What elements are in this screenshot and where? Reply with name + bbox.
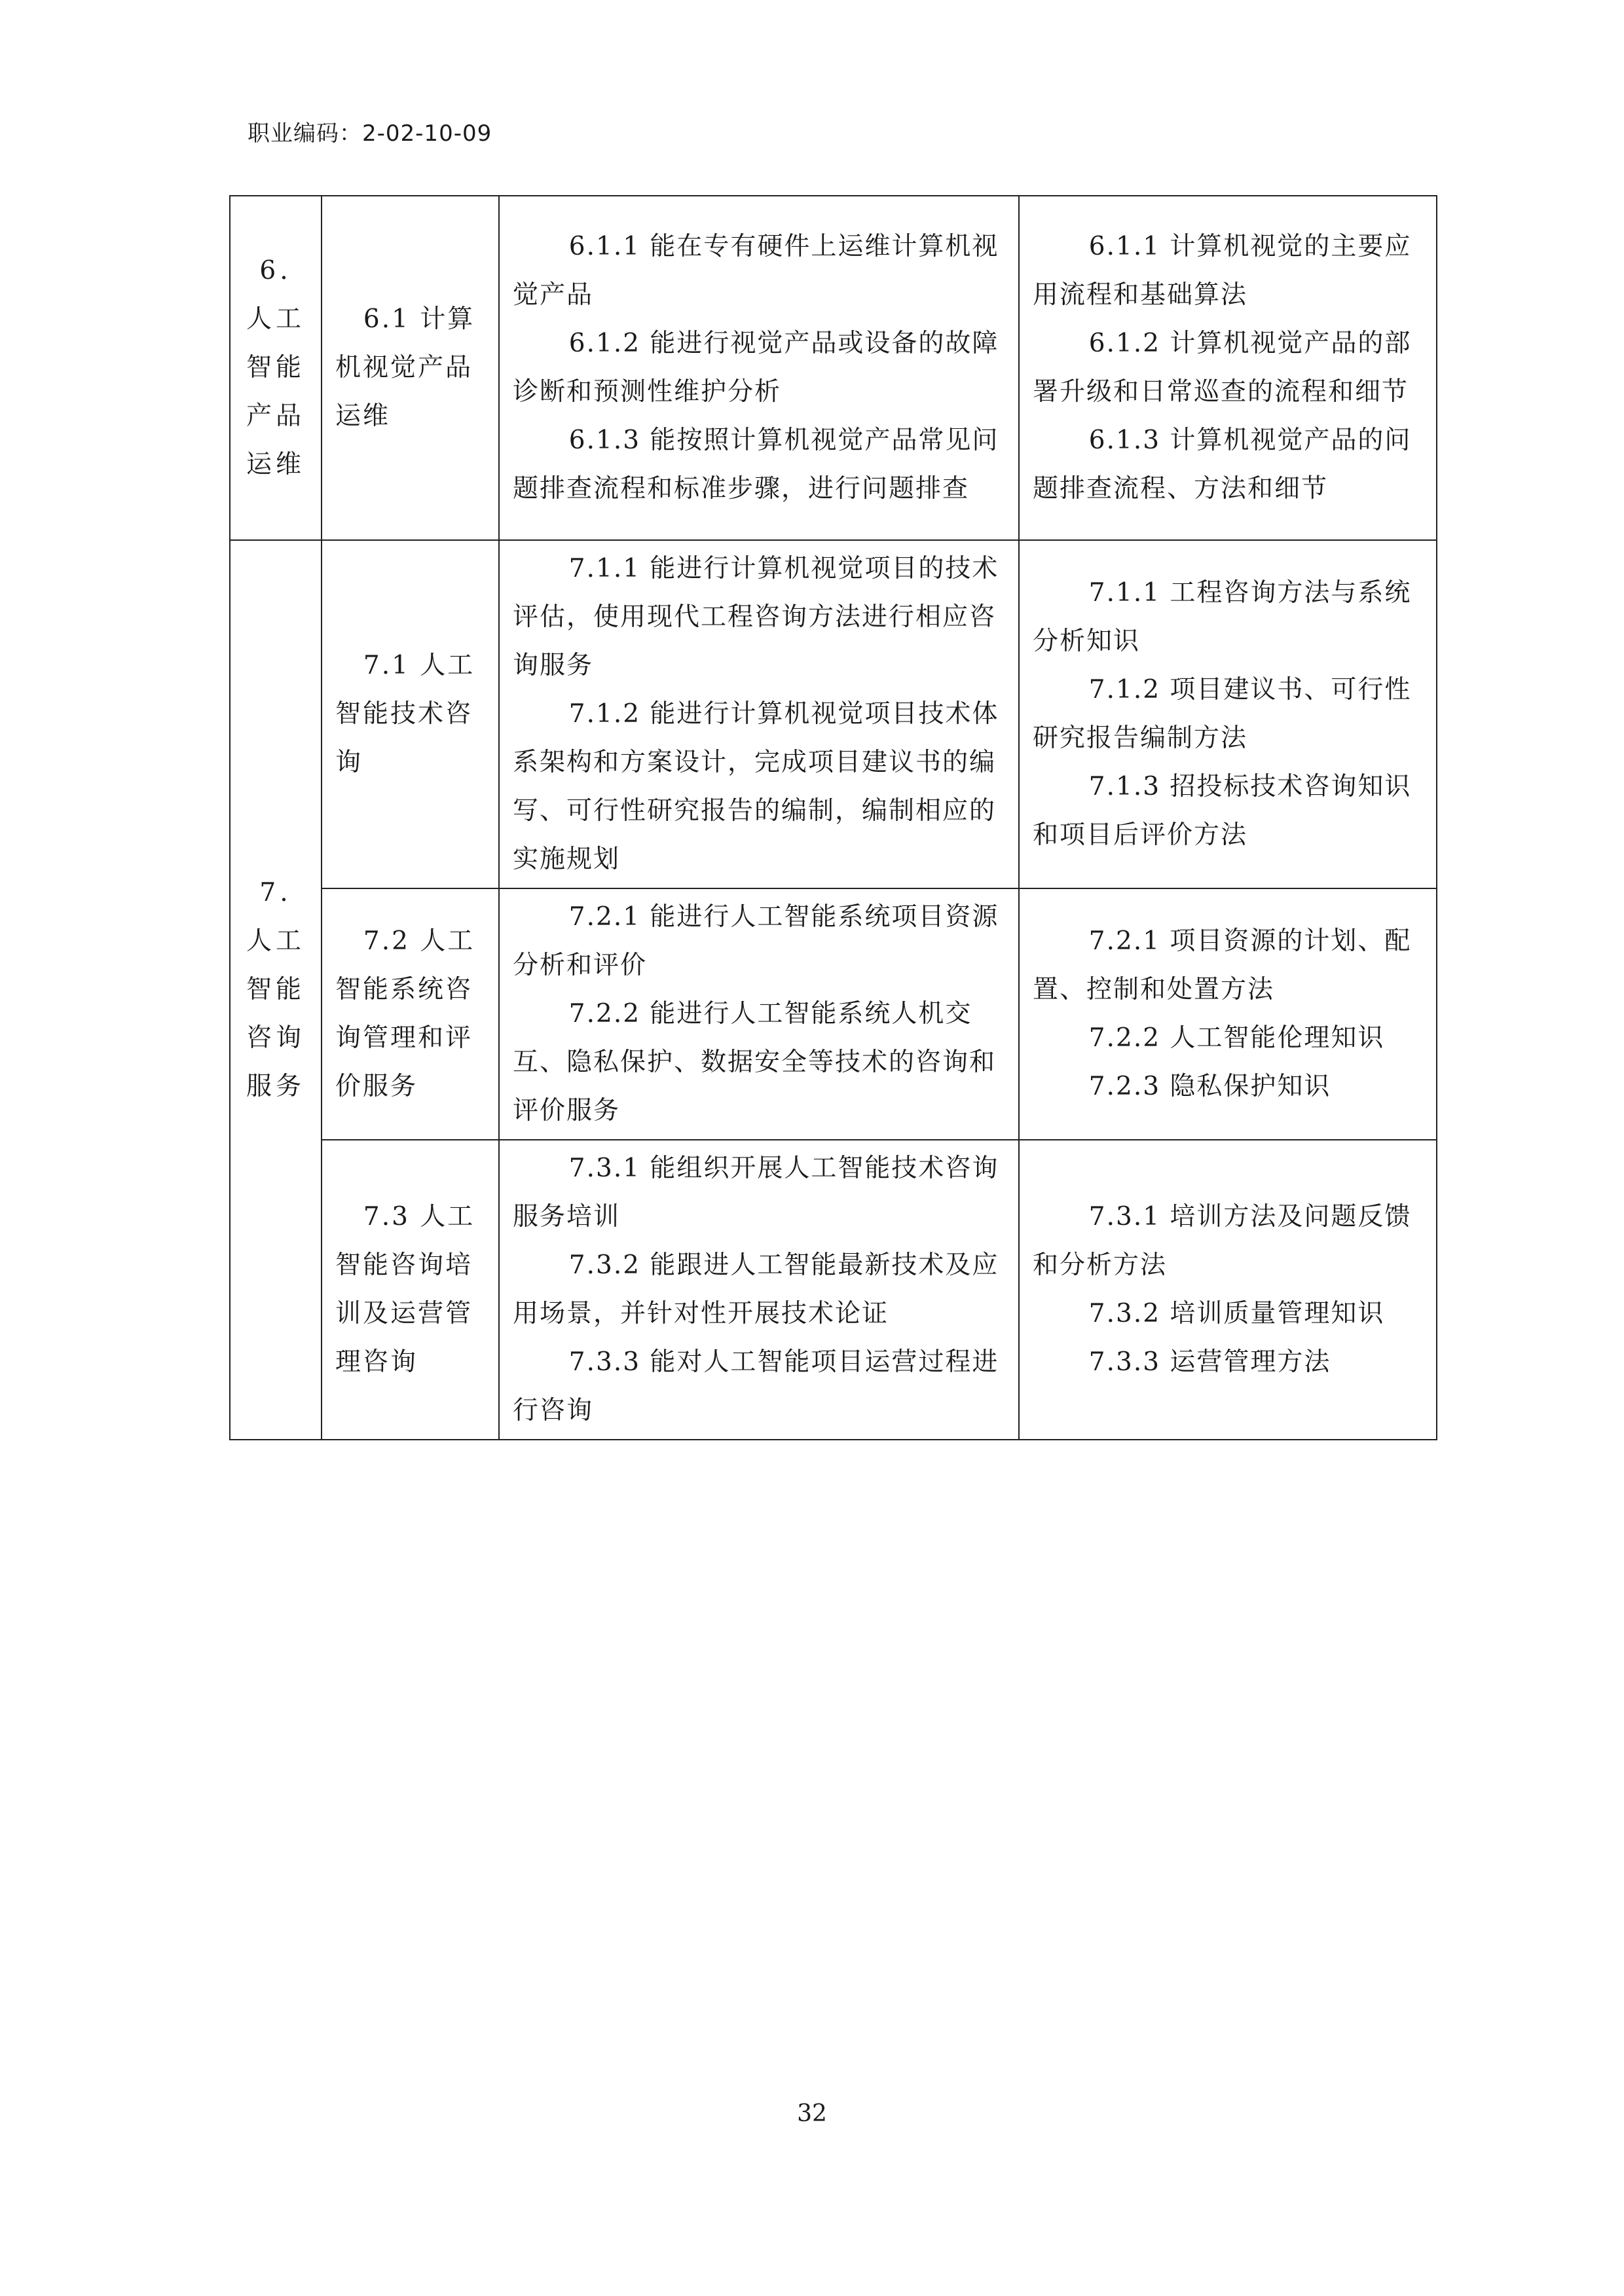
skill-item: 7.2.2 能进行人工智能系统人机交互、隐私保护、数据安全等技术的咨询和评价服务 <box>513 999 997 1125</box>
function-line: 智能 <box>246 975 305 1004</box>
work-content-cell: 7.2 人工智能系统咨询管理和评价服务 <box>322 888 499 1140</box>
table-row <box>230 1140 1437 1440</box>
skill-item: 6.1.1 能在专有硬件上运维计算机视觉产品 <box>513 232 999 310</box>
skill-item: 7.3.2 能跟进人工智能最新技术及应用场景，并针对性开展技术论证 <box>513 1250 999 1328</box>
skill-requirements-cell <box>499 540 1019 888</box>
knowledge-requirements-cell <box>1019 540 1437 888</box>
function-line: 智能 <box>246 353 305 382</box>
knowledge-item: 6.1.1 计算机视觉的主要应用流程和基础算法 <box>1033 232 1412 310</box>
skill-item: 7.1.1 能进行计算机视觉项目的技术评估，使用现代工程咨询方法进行相应咨询服务 <box>513 554 999 680</box>
skill-item: 6.1.3 能按照计算机视觉产品常见问题排查流程和标准步骤，进行问题排查 <box>513 426 999 503</box>
knowledge-item: 7.1.3 招投标技术咨询知识和项目后评价方法 <box>1033 772 1412 850</box>
function-line: 人工 <box>246 304 305 334</box>
function-cell <box>230 196 322 540</box>
function-line: 咨询 <box>246 1023 305 1053</box>
knowledge-item: 7.1.1 工程咨询方法与系统分析知识 <box>1033 578 1412 656</box>
table-row <box>230 888 1437 1140</box>
occupation-code: 职业编码：2-02-10-09 <box>248 120 492 147</box>
skill-requirements-cell <box>499 196 1019 540</box>
skill-requirements-table <box>229 195 1437 1440</box>
skill-requirements-cell <box>499 888 1019 1140</box>
knowledge-item: 7.1.2 项目建议书、可行性研究报告编制方法 <box>1033 675 1412 753</box>
skill-requirements-table-wrapper <box>229 195 1436 1440</box>
knowledge-item: 6.1.3 计算机视觉产品的问题排查流程、方法和细节 <box>1033 426 1412 503</box>
work-content-cell: 6.1 计算机视觉产品运维 <box>322 196 499 540</box>
page-number: 32 <box>797 2100 827 2127</box>
work-content-cell: 7.3 人工智能咨询培训及运营管理咨询 <box>322 1140 499 1440</box>
function-line: 产品 <box>246 401 305 431</box>
knowledge-item: 7.3.3 运营管理方法 <box>1088 1347 1331 1377</box>
knowledge-requirements-cell <box>1019 1140 1437 1440</box>
knowledge-item: 7.2.3 隐私保护知识 <box>1088 1072 1331 1101</box>
function-number: 7. <box>259 878 292 907</box>
knowledge-item: 7.2.2 人工智能伦理知识 <box>1088 1023 1385 1053</box>
skill-item: 7.1.2 能进行计算机视觉项目技术体系架构和方案设计，完成项目建议书的编写、可行性研究报告的编制，编制相应的实施规划 <box>513 699 999 874</box>
skill-item: 6.1.2 能进行视觉产品或设备的故障诊断和预测性维护分析 <box>513 329 999 407</box>
skill-item: 7.2.1 能进行人工智能系统项目资源分析和评价 <box>513 902 999 980</box>
function-line: 服务 <box>246 1072 305 1101</box>
knowledge-item: 6.1.2 计算机视觉产品的部署升级和日常巡查的流程和细节 <box>1033 329 1412 407</box>
skill-item: 7.3.3 能对人工智能项目运营过程进行咨询 <box>513 1347 999 1425</box>
table-row <box>230 540 1437 888</box>
skill-item: 7.3.1 能组织开展人工智能技术咨询服务培训 <box>513 1154 999 1231</box>
knowledge-item: 7.2.1 项目资源的计划、配置、控制和处置方法 <box>1033 926 1412 1004</box>
work-content-cell: 7.1 人工智能技术咨询 <box>322 540 499 888</box>
function-line: 运维 <box>246 450 305 479</box>
knowledge-requirements-cell <box>1019 888 1437 1140</box>
table-row <box>230 196 1437 540</box>
function-line: 人工 <box>246 926 305 956</box>
knowledge-item: 7.3.1 培训方法及问题反馈和分析方法 <box>1033 1202 1412 1280</box>
knowledge-item: 7.3.2 培训质量管理知识 <box>1088 1299 1385 1328</box>
knowledge-requirements-cell <box>1019 196 1437 540</box>
function-cell <box>230 540 322 1440</box>
function-number: 6. <box>259 256 292 285</box>
skill-requirements-cell <box>499 1140 1019 1440</box>
